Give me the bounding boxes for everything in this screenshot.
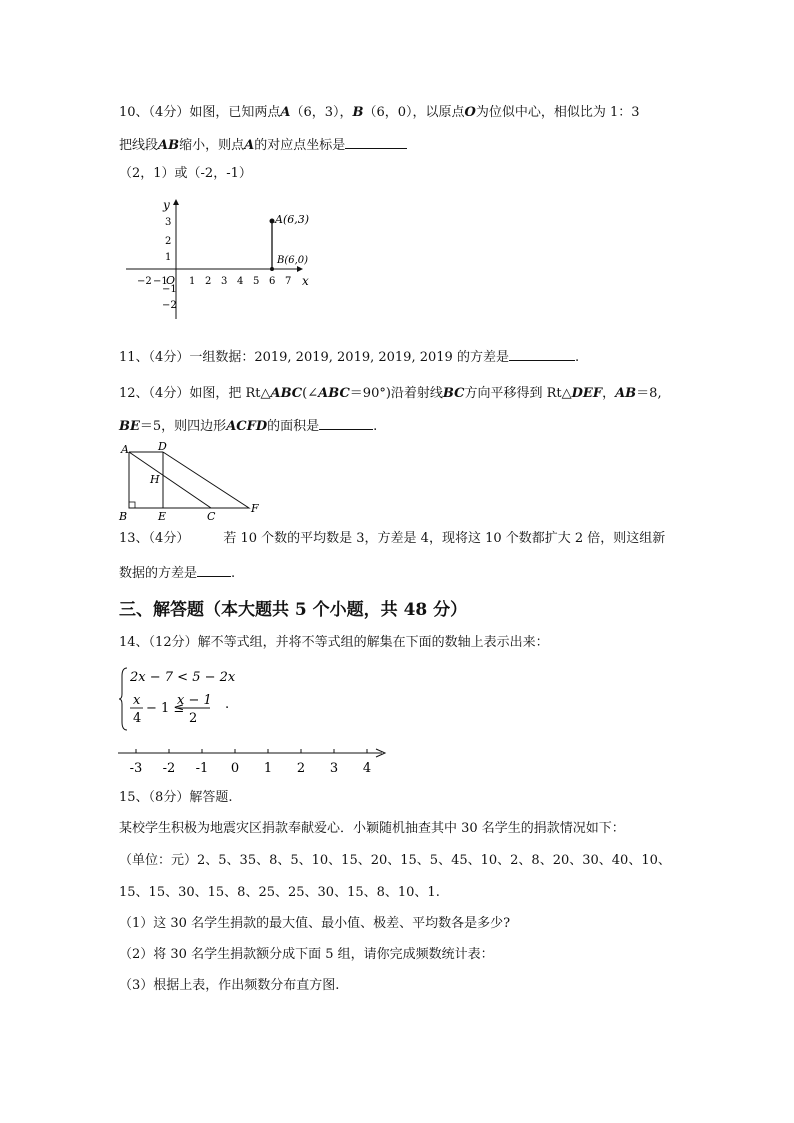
- y-tick: 2: [165, 236, 172, 247]
- q10-line2: 把线段AB缩小，则点A的对应点坐标是: [119, 134, 407, 155]
- q14-number-line: [118, 746, 398, 776]
- x-tick: 6: [269, 276, 276, 287]
- q10-answer-blank[interactable]: [345, 134, 407, 149]
- q15-subquestion-2: （2）将 30 名学生捐款额分成下面 5 组，请你完成频数统计表：: [119, 947, 494, 962]
- label-h: H: [150, 473, 160, 486]
- x-tick: 4: [237, 276, 244, 287]
- q15-number: 15、（8分）: [119, 790, 190, 805]
- number-line-label: 1: [263, 761, 273, 776]
- point-a-label: A(6,3): [275, 213, 310, 226]
- right-angle-mark: [129, 502, 135, 508]
- y-tick: 1: [165, 252, 172, 263]
- triangle-def: [163, 452, 249, 508]
- label-a: A: [121, 443, 129, 456]
- q15-paragraph-2: （单位：元）2、5、35、8、5、10、15、20、15、5、45、10、2、8、20、30、40、10、: [119, 853, 671, 868]
- q11-line: 11、（4分）一组数据：2019, 2019, 2019, 2019, 2019 的方差是 .: [119, 346, 579, 367]
- q15-paragraph-3: 15、15、30、15、8、25、25、30、15、8、10、1.: [119, 885, 440, 900]
- q13-line1: 13、（4分） 若 10 个数的平均数是 3，方差是 4，现将这 10 个数都扩大 2 倍，则这组新: [119, 531, 666, 546]
- q11-answer-blank[interactable]: [509, 346, 575, 361]
- number-line-label: 4: [362, 761, 372, 776]
- q15-subquestion-1: （1）这 30 名学生捐款的最大值、最小值、极差、平均数各是多少?: [119, 916, 511, 931]
- q15-subquestion-3: （3）根据上表，作出频数分布直方图.: [119, 978, 340, 993]
- q12-line2: BE＝5，则四边形ACFD的面积是 .: [119, 415, 377, 436]
- point-a: [270, 219, 275, 224]
- q11-number: 11、（4分）: [119, 350, 190, 365]
- q12-triangle-figure: [115, 440, 265, 523]
- q15-header: 15、（8分）解答题.: [119, 790, 233, 805]
- number-line-label: -3: [129, 761, 143, 776]
- q10-line1: 10、（4分）如图，已知两点A（6，3），B（6，0），以原点O为位似中心，相似比为 1：3: [119, 105, 640, 120]
- label-c: C: [207, 510, 216, 523]
- y-tick: −2: [162, 300, 177, 311]
- q12-number: 12、（4分）: [119, 386, 190, 401]
- x-tick: 1: [189, 276, 196, 287]
- y-ticks: [162, 217, 177, 311]
- number-line-label: 0: [230, 761, 240, 776]
- x-axis-label: x: [302, 274, 309, 288]
- system-period: .: [225, 697, 230, 712]
- label-b: B: [119, 510, 128, 523]
- fraction-1-numerator: x: [133, 693, 141, 708]
- fraction-1-denominator: 4: [133, 711, 142, 726]
- fraction-2-numerator: x − 1: [177, 693, 212, 708]
- q12-line1: 12、（4分）如图，把 Rt△ABC(∠ABC＝90°)沿着射线BC方向平移得到 Rt△DEF，AB＝8,: [119, 386, 662, 401]
- inequality-1: 2x − 7 < 5 − 2x: [130, 670, 236, 685]
- x-tick: 3: [221, 276, 228, 287]
- x-tick: 2: [205, 276, 212, 287]
- q10-coordinate-graph: [120, 196, 320, 321]
- x-tick: −1: [153, 276, 168, 287]
- point-b: [270, 267, 274, 271]
- x-tick: 7: [285, 276, 292, 287]
- point-b-label: B(6,0): [277, 255, 309, 266]
- x-tick: −2: [137, 276, 152, 287]
- q14-inequality-system: [119, 664, 259, 734]
- number-line-label: 3: [329, 761, 339, 776]
- q13-answer-blank[interactable]: [197, 562, 231, 577]
- q15-paragraph-1: 某校学生积极为地震灾区捐款奉献爱心．小颖随机抽查其中 30 名学生的捐款情况如下：: [119, 821, 625, 836]
- x-tick: 5: [253, 276, 260, 287]
- q12-answer-blank[interactable]: [319, 415, 373, 430]
- label-f: F: [251, 502, 259, 515]
- y-axis-label: y: [163, 198, 170, 212]
- origin-label: O: [166, 274, 176, 287]
- q10-number: 10、（4分）: [119, 105, 190, 120]
- label-d: D: [158, 440, 167, 453]
- x-ticks: [137, 276, 291, 287]
- label-e: E: [158, 510, 167, 523]
- system-brace: [119, 668, 127, 730]
- y-tick: −1: [162, 284, 177, 295]
- q13-line2: 数据的方差是 .: [119, 562, 235, 583]
- q13-number: 13、（4分）: [119, 531, 190, 546]
- fraction-2-denominator: 2: [189, 711, 198, 726]
- y-tick: 3: [165, 217, 172, 228]
- triangle-abc: [129, 452, 211, 508]
- section-3-heading: 三、解答题（本大题共 5 个小题，共 48 分）: [119, 600, 468, 620]
- q10-answer: （2，1）或（-2，-1）: [119, 166, 252, 181]
- q14-number: 14、（12分）: [119, 635, 198, 650]
- inequality-2-middle: − 1 ≤: [146, 701, 185, 716]
- q14-line: 14、（12分）解不等式组，并将不等式组的解集在下面的数轴上表示出来：: [119, 635, 549, 650]
- number-line-label: 2: [296, 761, 306, 776]
- number-line-label: -2: [162, 761, 176, 776]
- number-line-label: -1: [195, 761, 209, 776]
